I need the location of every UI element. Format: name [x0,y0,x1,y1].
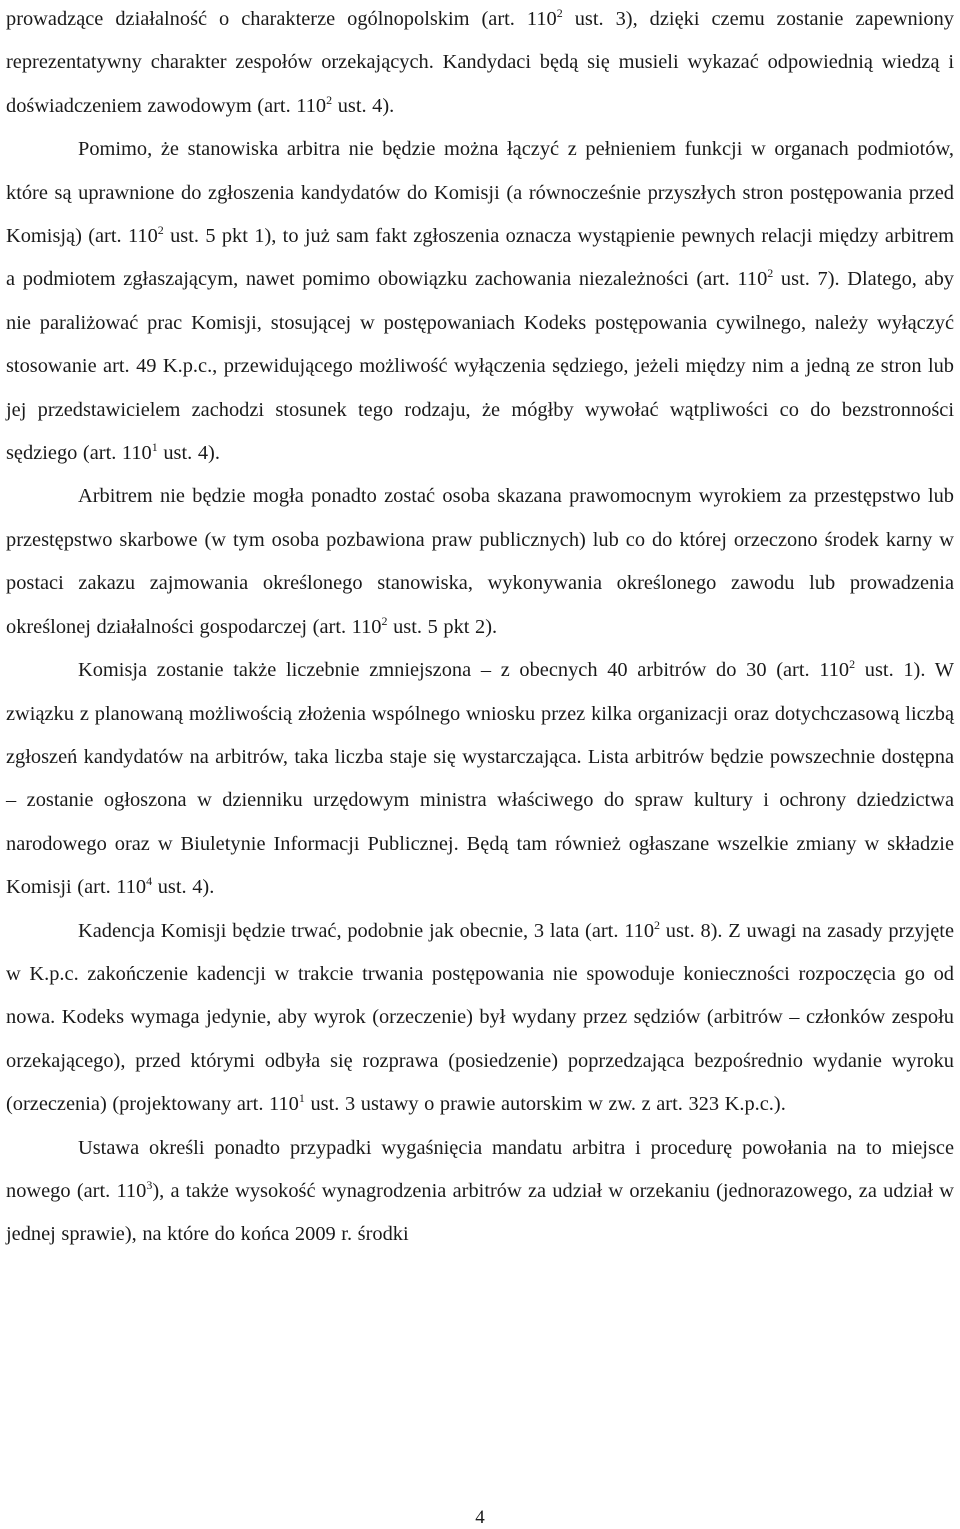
superscript-article-index: 2 [849,657,856,672]
text-segment: Kadencja Komisji będzie trwać, podobnie jak obecnie, 3 lata (art. 110 [78,919,655,942]
text-segment: ), a także wysokość wynagrodzenia arbitrów za udział w orzekaniu (jednorazowego, za udział w jednej sprawie), na które do końca 2009 r. środki [6,1179,954,1246]
superscript-article-index: 1 [298,1091,305,1106]
text-segment: ust. 7). Dlatego, aby nie paraliżować prac Komisji, stosującej w postępowaniach Kodeks postępowania cywilnego, należy wyłączyć stosowanie art. 49 K.p.c., przewidującego możliwość wyłączenia sędziego, jeżeli między nim a jedną ze stron lub jej przedstawicielem zachodzi stosunek tego rodzaju, że mógłby wywołać wątpliwości co do bezstronności sędziego (art. 110 [6,268,955,465]
text-segment: ust. 1). W związku z planowaną możliwością złożenia wspólnego wniosku przez kilka organizacji oraz dotychczasową liczbą zgłoszeń kandydatów na arbitrów, taka liczba staje się wystarczająca. Lista arbitrów będzie powszechnie dostępna – zostanie ogłoszona w dzienniku urzędowym ministra właściwego do spraw kultury i ochrony dziedzictwa narodowego oraz w Biuletynie Informacji Publicznej. Będą tam również ogłaszane wszelkie zmiany w składzie Komisji (art. 110 [6,659,955,899]
text-segment: Komisja zostanie także liczebnie zmniejszona – z obecnych 40 arbitrów do 30 (art. 110 [78,659,850,682]
superscript-article-index: 2 [767,266,774,281]
paragraph-p6 [6,1127,954,1257]
text-segment: ust. 8). Z uwagi na zasady przyjęte w K.p.c. zakończenie kadencji w trakcie trwania postępowania nie spowoduje konieczności rozpoczęcia go od nowa. Kodeks wymaga jedynie, aby wyrok (orzeczenie) był wydany przez sędziów (arbitrów – członków zespołu orzekającego), przed którymi odbyła się rozprawa (posiedzenie) poprzedzająca bezpośrednio wydanie wyroku (orzeczenia) (projektowany art. 110 [6,919,954,1116]
superscript-article-index: 2 [326,92,333,107]
text-segment: Ustawa określi ponadto przypadki wygaśnięcia mandatu arbitra i procedurę powołania na to miejsce nowego (art. 110 [6,1136,954,1202]
text-segment: ust. 4). [152,876,215,899]
text-segment: Arbitrem nie będzie mogła ponadto zostać osoba skazana prawomocnym wyrokiem za przestępstwo lub przestępstwo skarbowe (w tym osoba pozbawiona praw publicznych) lub co do której orzeczono środek karny w postaci zakazu zajmowania określonego stanowiska, wykonywania określonego zawodu lub prowadzenia określonej działalności gospodarczej (art. 110 [6,485,954,638]
text-segment: ust. 4). [157,442,220,465]
document-body [6,0,954,1257]
text-segment: ust. 3 ustawy o prawie autorskim w zw. z art. 323 K.p.c.). [304,1093,786,1116]
superscript-article-index: 2 [381,613,388,628]
text-segment: Pomimo, że stanowiska arbitra nie będzie można łączyć z pełnieniem funkcji w organach podmiotów, które są uprawnione do zgłoszenia kandydatów do Komisji (a równocześnie przyszłych stron postępowania przed Komisją) (art. 110 [6,138,954,248]
paragraph-p2 [6,128,954,475]
superscript-article-index: 2 [654,917,661,932]
superscript-article-index: 3 [146,1177,153,1192]
superscript-article-index: 4 [146,874,153,889]
superscript-article-index: 2 [157,223,164,238]
paragraph-p5 [6,910,954,1127]
paragraph-p4 [6,649,954,909]
paragraph-p3 [6,475,954,649]
page-number: 4 [475,1507,485,1528]
text-segment: ust. 5 pkt 2). [387,615,498,638]
text-segment: ust. 5 pkt 1), to już sam fakt zgłoszenia oznacza wystąpienie pewnych relacji między arbitrem a podmiotem zgłaszającym, nawet pomimo obowiązku zachowania niezależności (art. 110 [6,225,954,291]
document-page [6,0,954,1257]
text-segment: prowadzące działalność o charakterze ogólnopolskim (art. 110 [6,8,557,30]
superscript-article-index: 1 [151,440,158,455]
superscript-article-index: 2 [556,6,563,20]
paragraph-p1 [6,0,954,128]
text-segment: ust. 4). [332,94,395,117]
text-segment: ust. 3), dzięki czemu zostanie zapewniony reprezentatywny charakter zespołów orzekających. Kandydaci będą się musieli wykazać odpowiednią wiedzą i doświadczeniem zawodowym (art. 110 [6,8,954,117]
